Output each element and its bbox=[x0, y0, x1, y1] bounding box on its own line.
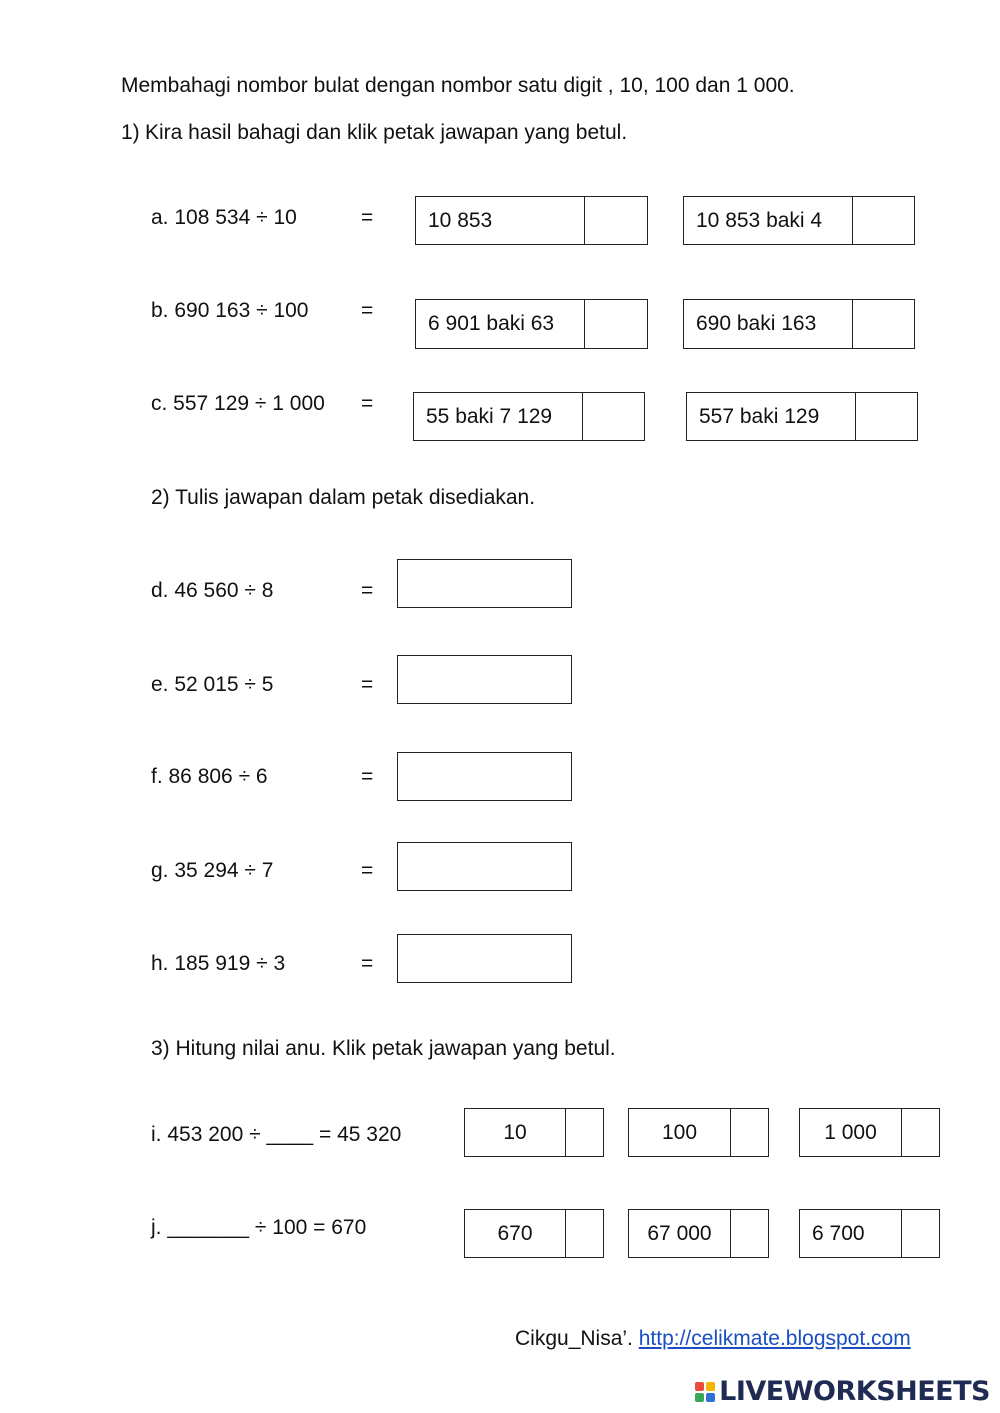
credit-author: Cikgu_Nisa’. bbox=[515, 1327, 633, 1350]
answer-input-field[interactable] bbox=[398, 843, 571, 890]
question-c: c. 557 129 ÷ 1 000 bbox=[151, 392, 325, 415]
answer-input-field[interactable] bbox=[398, 935, 571, 982]
answer-checkbox[interactable] bbox=[583, 393, 644, 440]
answer-checkbox[interactable] bbox=[853, 300, 914, 348]
question-i: i. 453 200 ÷ ____ = 45 320 bbox=[151, 1123, 402, 1146]
answer-checkbox[interactable] bbox=[585, 300, 647, 348]
worksheet-title: Membahagi nombor bulat dengan nombor satu digit , 10, 100 dan 1 000. bbox=[121, 74, 795, 97]
answer-option-j2[interactable] bbox=[628, 1209, 769, 1258]
answer-option-c2[interactable] bbox=[686, 392, 918, 441]
answer-checkbox[interactable] bbox=[853, 197, 914, 244]
answer-option-b1[interactable] bbox=[415, 299, 648, 349]
answer-option-i2[interactable] bbox=[628, 1108, 769, 1157]
answer-input-e[interactable] bbox=[397, 655, 572, 704]
option-label: 100 bbox=[629, 1109, 731, 1156]
answer-option-c1[interactable] bbox=[413, 392, 645, 441]
answer-option-b2[interactable] bbox=[683, 299, 915, 349]
answer-input-d[interactable] bbox=[397, 559, 572, 608]
option-label: 6 700 bbox=[800, 1210, 902, 1257]
answer-input-g[interactable] bbox=[397, 842, 572, 891]
answer-option-j3[interactable] bbox=[799, 1209, 940, 1258]
answer-input-field[interactable] bbox=[398, 656, 571, 703]
section-2-instruction: 2) Tulis jawapan dalam petak disediakan. bbox=[151, 486, 536, 509]
answer-option-a1[interactable] bbox=[415, 196, 648, 245]
answer-checkbox[interactable] bbox=[856, 393, 917, 440]
equals-sign: = bbox=[361, 579, 374, 602]
question-a: a. 108 534 ÷ 10 bbox=[151, 206, 297, 229]
answer-input-f[interactable] bbox=[397, 752, 572, 801]
answer-input-field[interactable] bbox=[398, 560, 571, 607]
answer-option-i1[interactable] bbox=[464, 1108, 604, 1157]
option-label: 10 bbox=[465, 1109, 566, 1156]
footer-credit bbox=[515, 1327, 911, 1351]
question-f: f. 86 806 ÷ 6 bbox=[151, 765, 268, 788]
option-label: 557 baki 129 bbox=[687, 393, 856, 440]
option-label: 67 000 bbox=[629, 1210, 731, 1257]
answer-checkbox[interactable] bbox=[731, 1109, 768, 1156]
answer-checkbox[interactable] bbox=[566, 1109, 603, 1156]
equals-sign: = bbox=[361, 765, 374, 788]
equals-sign: = bbox=[361, 673, 374, 696]
question-e: e. 52 015 ÷ 5 bbox=[151, 673, 274, 696]
answer-checkbox[interactable] bbox=[566, 1210, 603, 1257]
answer-option-j1[interactable] bbox=[464, 1209, 604, 1258]
section-1-number: 1) bbox=[121, 121, 140, 144]
equals-sign: = bbox=[361, 299, 374, 322]
equals-sign: = bbox=[361, 952, 374, 975]
section-3-instruction: 3) Hitung nilai anu. Klik petak jawapan yang betul. bbox=[151, 1037, 616, 1060]
question-g: g. 35 294 ÷ 7 bbox=[151, 859, 274, 882]
answer-option-a2[interactable] bbox=[683, 196, 915, 245]
equals-sign: = bbox=[361, 392, 374, 415]
question-h: h. 185 919 ÷ 3 bbox=[151, 952, 286, 975]
answer-option-i3[interactable] bbox=[799, 1108, 940, 1157]
answer-checkbox[interactable] bbox=[585, 197, 647, 244]
section-1-instruction: Kira hasil bahagi dan klik petak jawapan yang betul. bbox=[145, 121, 628, 144]
option-label: 10 853 baki 4 bbox=[684, 197, 853, 244]
option-label: 670 bbox=[465, 1210, 566, 1257]
answer-checkbox[interactable] bbox=[731, 1210, 768, 1257]
option-label: 1 000 bbox=[800, 1109, 902, 1156]
question-b: b. 690 163 ÷ 100 bbox=[151, 299, 309, 322]
option-label: 10 853 bbox=[416, 197, 585, 244]
liveworksheets-logo[interactable] bbox=[695, 1376, 990, 1407]
question-j: j. _______ ÷ 100 = 670 bbox=[151, 1216, 367, 1239]
option-label: 55 baki 7 129 bbox=[414, 393, 583, 440]
equals-sign: = bbox=[361, 206, 374, 229]
credit-link[interactable]: http://celikmate.blogspot.com bbox=[638, 1327, 911, 1350]
answer-checkbox[interactable] bbox=[902, 1210, 939, 1257]
question-d: d. 46 560 ÷ 8 bbox=[151, 579, 274, 602]
answer-input-field[interactable] bbox=[398, 753, 571, 800]
option-label: 6 901 baki 63 bbox=[416, 300, 585, 348]
equals-sign: = bbox=[361, 859, 374, 882]
answer-input-h[interactable] bbox=[397, 934, 572, 983]
logo-grid-icon bbox=[695, 1382, 715, 1402]
logo-text: LIVEWORKSHEETS bbox=[719, 1376, 990, 1407]
answer-checkbox[interactable] bbox=[902, 1109, 939, 1156]
option-label: 690 baki 163 bbox=[684, 300, 853, 348]
